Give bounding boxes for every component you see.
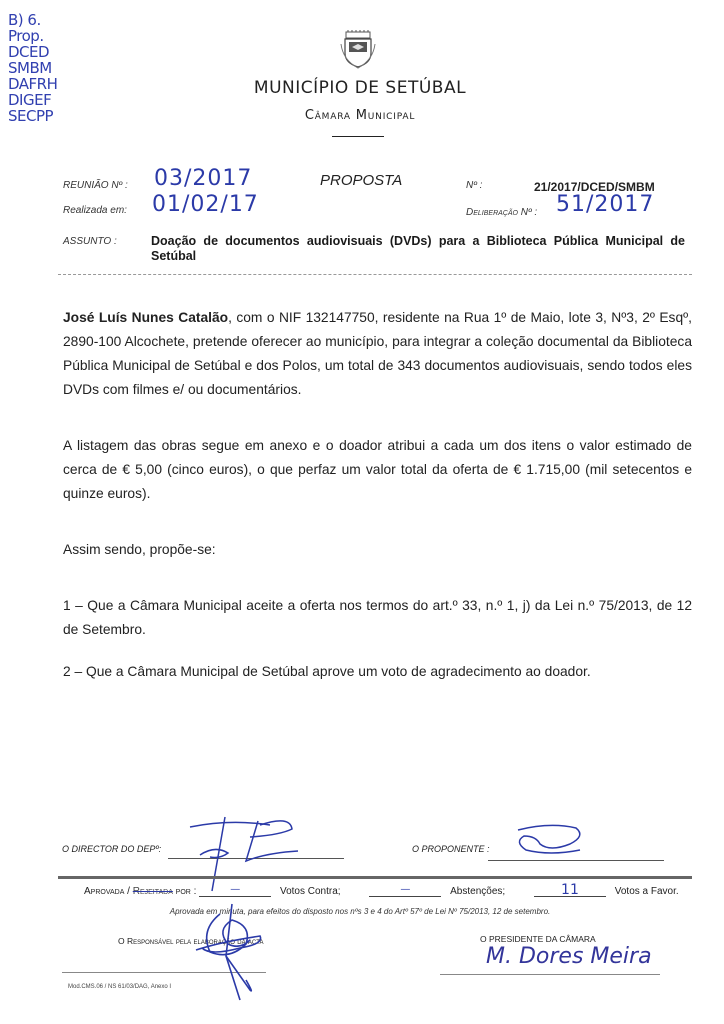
- por-label: por :: [175, 886, 197, 897]
- presidente-signature-line: [440, 974, 660, 975]
- presidente-label: O PRESIDENTE DA CÂMARA: [480, 934, 596, 944]
- model-reference: Mod.CMS.06 / NS 61/03/DAG, Anexo I: [68, 984, 172, 990]
- responsavel-signature: [180, 900, 280, 1010]
- note-line: DAFRH: [8, 75, 58, 93]
- numero-value: 21/2017/DCED/SMBM: [534, 180, 655, 194]
- proposal-item-2: 2 – Que a Câmara Municipal de Setúbal aprove um voto de agradecimento ao doador.: [63, 664, 591, 679]
- rejeitada-label-struck: Rejeitada: [132, 886, 173, 897]
- paragraph-valuation: A listagem das obras segue em anexo e o doador atribui a cada um dos itens o valor estimado de cerca de € 5,00 (cinco euros), o que perfaz um valor total da oferta de € 1.715,00 (mil setecentos e quinze euros).: [63, 438, 692, 501]
- donor-details: , com o NIF 132147750, residente na Rua 1º de Maio, lote 3, Nº3, 2º Esqº, 2890-100 Alcochete, pretende oferecer ao município, para integrar a coleção documental da Biblioteca Pública Municipal de Setúbal e dos Polos, um total de 343 documentos audiovisuais, sendo todos eles DVDs com filmes e/ ou documentários.: [63, 310, 692, 397]
- realizada-value: 01/02/17: [152, 192, 259, 217]
- vote-summary: [84, 882, 684, 897]
- proposal-item-1: 1 – Que a Câmara Municipal aceite a oferta nos termos do art.º 33, n.º 1, j) da Lei n.º 75/2013, de 12 de Setembro.: [63, 598, 692, 637]
- section-divider: [58, 274, 692, 275]
- abstencoes-value: —: [369, 884, 441, 897]
- paragraph-proposal-intro: Assim sendo, propõe-se:: [63, 542, 216, 557]
- assunto-text: Doação de documentos audiovisuais (DVDs) para a Biblioteca Pública Municipal de Setúbal: [151, 234, 685, 263]
- note-line: SMBM: [8, 59, 52, 77]
- paragraph-donor: [63, 306, 692, 402]
- votos-favor-label: Votos a Favor.: [614, 886, 679, 897]
- proposta-heading: PROPOSTA: [320, 172, 403, 189]
- presidente-signature: M. Dores Meira: [486, 944, 652, 969]
- realizada-label: Realizada em:: [63, 205, 127, 216]
- proponente-label: O PROPONENTE :: [412, 844, 490, 854]
- deliberacao-value: 51/2017: [556, 192, 655, 217]
- responsavel-label: O Responsável pela elaboração da acta: [118, 936, 264, 946]
- numero-label: Nº :: [466, 180, 483, 191]
- director-label: O DIRECTOR DO DEPº:: [62, 844, 162, 854]
- note-line: DCED: [8, 43, 50, 61]
- votos-contra-value: —: [199, 884, 271, 897]
- council-name: Câmara Municipal: [304, 108, 416, 123]
- votos-contra-label: Votos Contra;: [279, 886, 341, 897]
- note-line: B) 6.: [8, 11, 41, 29]
- note-line: SECPP: [8, 107, 54, 125]
- abstencoes-label: Abstenções;: [450, 886, 506, 897]
- coat-of-arms-icon: [338, 30, 378, 70]
- donor-name: José Luís Nunes Catalão: [63, 310, 229, 325]
- header-divider: [332, 136, 384, 137]
- assunto-label: ASSUNTO :: [63, 236, 117, 247]
- reuniao-value: 03/2017: [154, 166, 253, 191]
- reuniao-label: REUNIÃO Nº :: [63, 180, 128, 191]
- votos-favor-value: 11: [534, 882, 606, 897]
- deliberacao-label: Deliberação Nº :: [466, 207, 538, 218]
- handwritten-distribution-note: [8, 12, 98, 124]
- minute-approval-note: Aprovada em minuta, para efeitos do disposto nos nºs 3 e 4 do Artº 57º de Lei Nº 75/2013, 12 de setembro.: [169, 907, 551, 916]
- proponente-signature-line: [488, 860, 664, 861]
- aprovada-label: Aprovada /: [84, 886, 130, 897]
- approval-divider: [58, 876, 692, 879]
- note-line: DIGEF: [8, 91, 52, 109]
- proponente-signature: [510, 822, 590, 858]
- municipality-name: MUNICÍPIO DE SETÚBAL: [253, 78, 467, 98]
- note-line: Prop.: [8, 27, 44, 45]
